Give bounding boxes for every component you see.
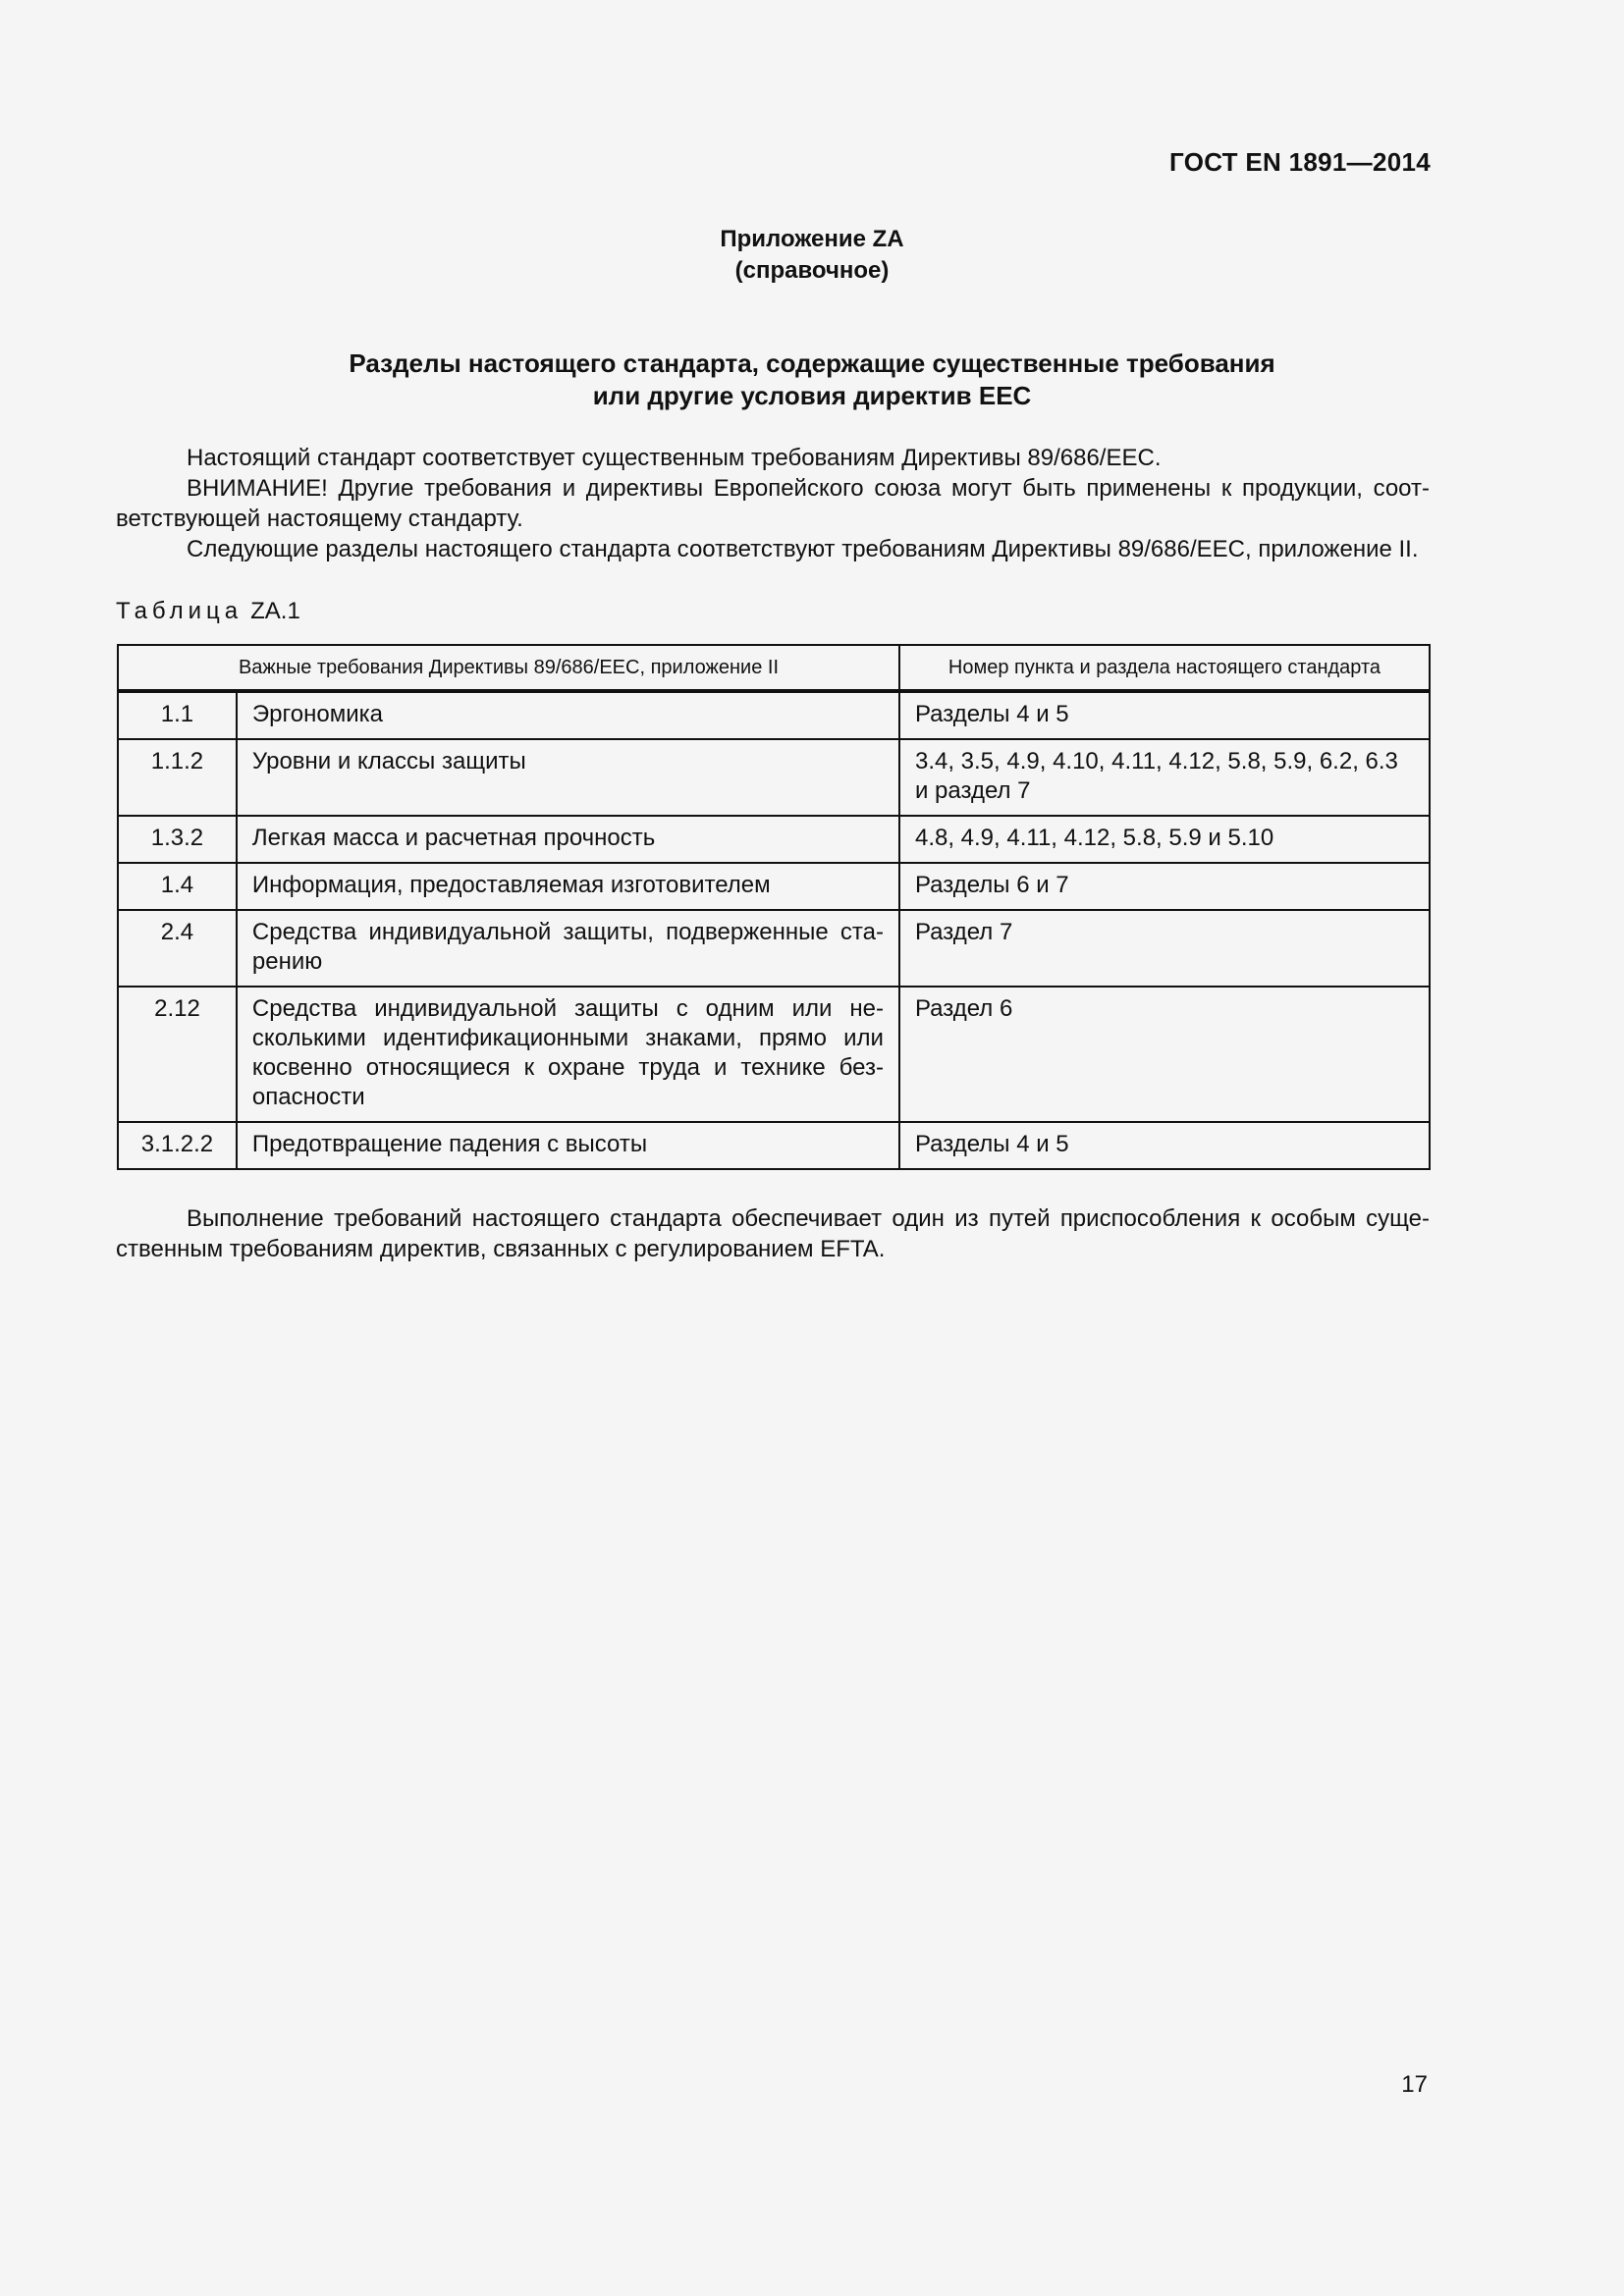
requirement-name: Средства индивидуальной защиты, подверженные ста-рению (237, 910, 899, 987)
standard-sections: Раздел 7 (899, 910, 1430, 987)
requirements-table (117, 644, 1431, 1170)
document-code: ГОСТ EN 1891—2014 (1169, 147, 1431, 177)
table-header-row (118, 645, 1430, 691)
section-heading-line-2: или другие условия директив EEC (592, 381, 1032, 410)
table-header-requirements: Важные требования Директивы 89/686/EEC, приложение II (118, 645, 899, 691)
table-row (118, 987, 1430, 1122)
table-row (118, 910, 1430, 987)
table-caption-number: ZA.1 (250, 598, 300, 624)
page-number: 17 (1401, 2071, 1428, 2098)
table-row (118, 691, 1430, 739)
intro-text (116, 443, 1430, 564)
requirement-number: 2.12 (118, 987, 237, 1122)
standard-sections: Раздел 6 (899, 987, 1430, 1122)
intro-paragraph: Следующие разделы настоящего стандарта соответствуют требованиям Директивы 89/686/EEC, приложение II. (187, 536, 1419, 562)
requirement-name: Эргономика (237, 691, 899, 739)
intro-paragraph: Настоящий стандарт соответствует существенным требованиям Директивы 89/686/EEC. (187, 445, 1162, 471)
intro-paragraph: ВНИМАНИЕ! Другие требования и директивы Европейского союза могут быть применены к продукции, соот-ветствующей настоящему стандарту. (116, 475, 1430, 532)
standard-sections: Разделы 6 и 7 (899, 863, 1430, 910)
standard-sections: 3.4, 3.5, 4.9, 4.10, 4.11, 4.12, 5.8, 5.9, 6.2, 6.3 и раздел 7 (899, 739, 1430, 816)
requirement-number: 3.1.2.2 (118, 1122, 237, 1169)
requirement-name: Легкая масса и расчетная прочность (237, 816, 899, 863)
table-header-sections: Номер пункта и раздела настоящего стандарта (899, 645, 1430, 691)
table-row (118, 863, 1430, 910)
standard-sections: 4.8, 4.9, 4.11, 4.12, 5.8, 5.9 и 5.10 (899, 816, 1430, 863)
conclusion-text (116, 1203, 1430, 1264)
standard-sections: Разделы 4 и 5 (899, 691, 1430, 739)
requirement-number: 2.4 (118, 910, 237, 987)
requirement-number: 1.4 (118, 863, 237, 910)
section-heading (0, 347, 1624, 412)
appendix-subtitle: (справочное) (734, 257, 890, 284)
table-caption-label: Таблица (116, 598, 244, 624)
requirement-number: 1.3.2 (118, 816, 237, 863)
table-row (118, 816, 1430, 863)
requirement-number: 1.1 (118, 691, 237, 739)
requirement-name: Уровни и классы защиты (237, 739, 899, 816)
requirement-name: Информация, предоставляемая изготовителем (237, 863, 899, 910)
requirement-name: Средства индивидуальной защиты с одним или не-сколькими идентификационными знаками, прямо или косвенно относящиеся к охране труда и технике без-опасности (237, 987, 899, 1122)
appendix-title: Приложение ZA (720, 226, 904, 252)
requirement-name: Предотвращение падения с высоты (237, 1122, 899, 1169)
appendix-title-block (0, 224, 1624, 287)
requirement-number: 1.1.2 (118, 739, 237, 816)
table-caption (116, 596, 300, 626)
table-row (118, 1122, 1430, 1169)
conclusion-paragraph: Выполнение требований настоящего стандарта обеспечивает один из путей приспособления к особым суще-ственным требованиям директив, связанных с регулированием EFTA. (116, 1205, 1430, 1262)
table-row (118, 739, 1430, 816)
standard-sections: Разделы 4 и 5 (899, 1122, 1430, 1169)
section-heading-line-1: Разделы настоящего стандарта, содержащие существенные требования (349, 348, 1275, 378)
